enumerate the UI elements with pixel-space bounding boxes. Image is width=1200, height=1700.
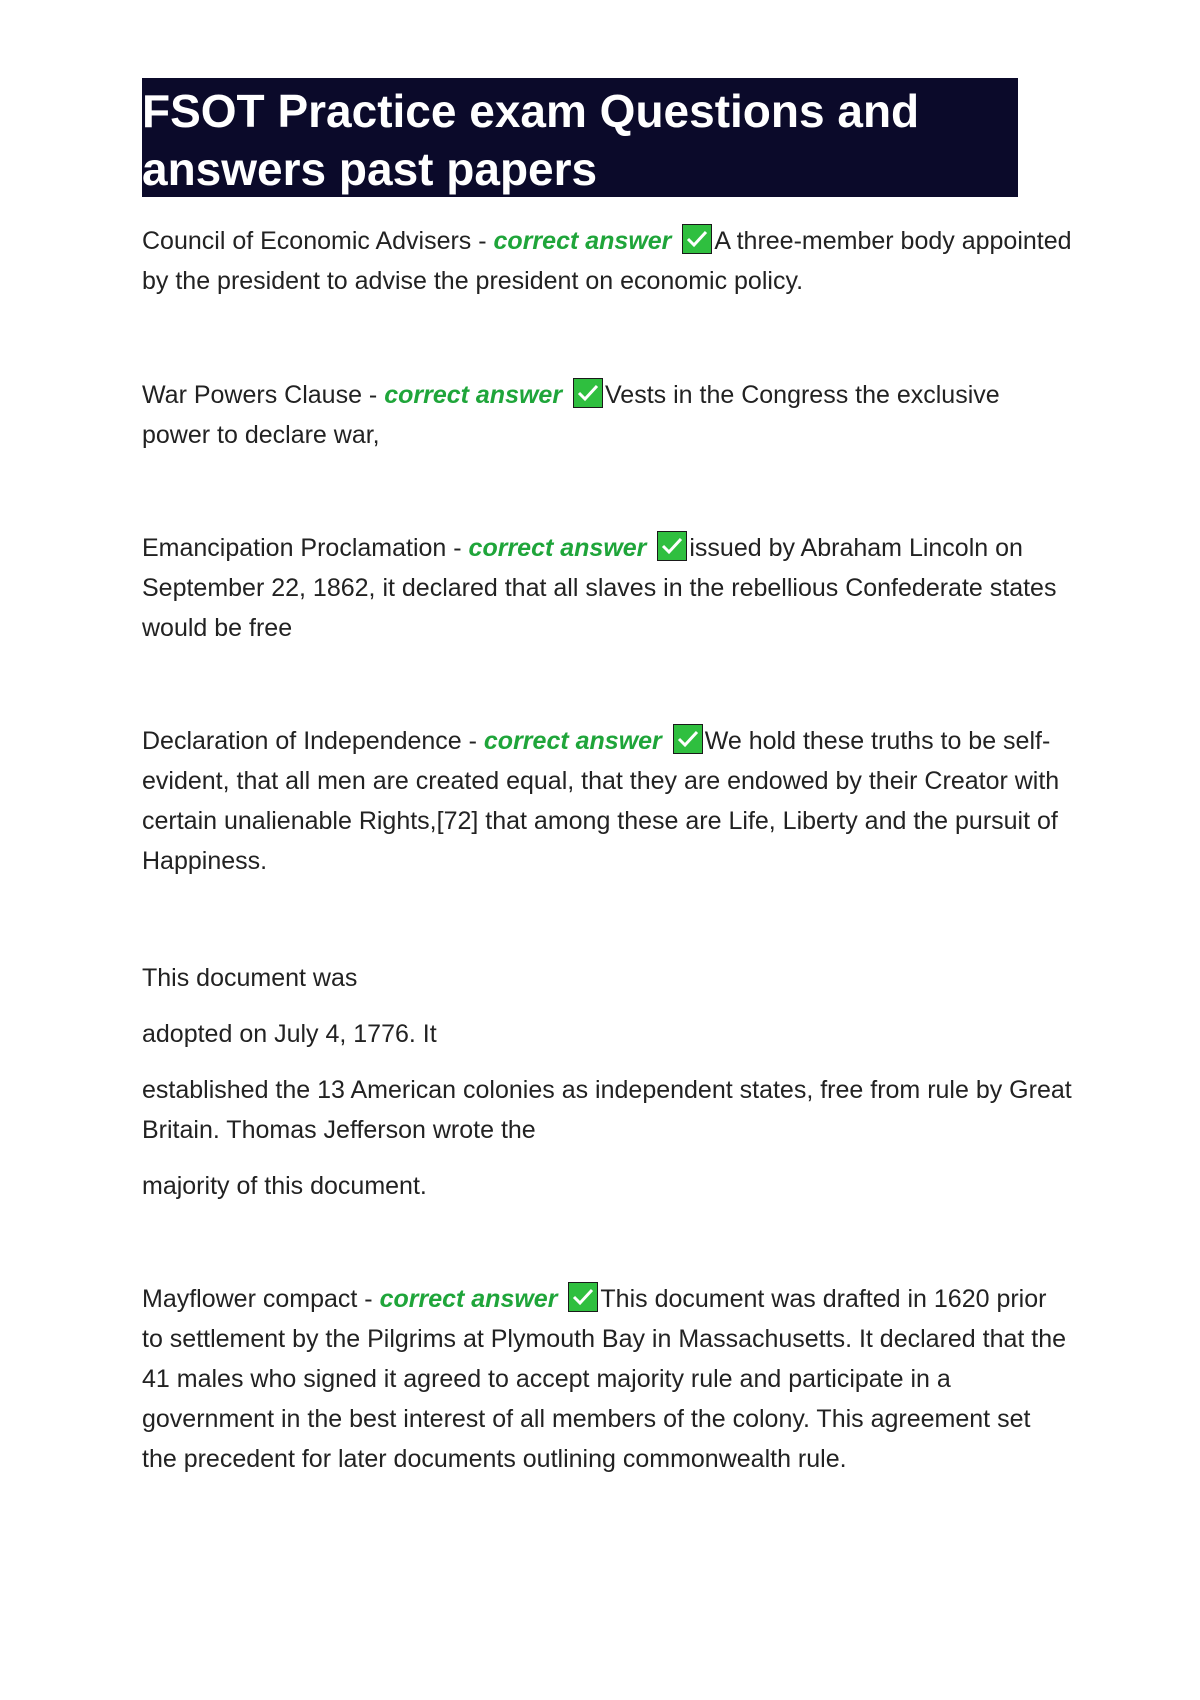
correct-answer-label: correct answer [468,534,647,562]
correct-answer-label: correct answer [483,727,662,755]
correct-answer-label: correct answer [384,381,563,409]
entry-answer: Vests in the Congress the exclusive power to declare war, [142,381,1000,449]
entry-term: Emancipation Proclamation - [142,534,469,562]
check-mark-icon [682,224,712,254]
qa-entry [142,375,1072,455]
body-paragraph: majority of this document. [142,1172,427,1200]
qa-entry [142,221,1072,301]
document-title: FSOT Practice exam Questions and answers past papers [142,78,1018,197]
document-page [142,78,1072,1479]
entry-answer: We hold these truths to be self-evident, that all men are created equal, that they are endowed by their Creator with certain unalienable Rights,[72] that among these are Life, Liberty and the pursuit of Happiness. [142,727,1060,875]
qa-entry [142,721,1072,881]
check-mark-icon [657,531,687,561]
correct-answer-label: correct answer [493,227,672,255]
body-paragraph: This document was [142,964,358,992]
correct-answer-label: correct answer [379,1285,558,1313]
qa-entry [142,1279,1072,1479]
qa-entry [142,528,1072,648]
entry-term: Mayflower compact - [142,1285,380,1313]
entry-answer: This document was drafted in 1620 prior to settlement by the Pilgrims at Plymouth Bay in Massachusetts. It declared that the 41 males who signed it agreed to accept majority rule and participate in a government in the best interest of all members of the colony. This agreement set the precedent for later documents outlining commonwealth rule. [142,1285,1067,1473]
body-paragraph: adopted on July 4, 1776. It [142,1020,437,1048]
entry-answer: A three-member body appointed by the president to advise the president on economic policy. [142,227,1072,295]
entry-term: Council of Economic Advisers - [142,227,494,255]
check-mark-icon [673,724,703,754]
check-mark-icon [573,378,603,408]
entry-answer: issued by Abraham Lincoln on September 22, 1862, it declared that all slaves in the rebellious Confederate states would be free [142,534,1057,642]
entry-term: War Powers Clause - [142,381,385,409]
entry-term: Declaration of Independence - [142,727,484,755]
body-paragraph: established the 13 American colonies as independent states, free from rule by Great Britain. Thomas Jefferson wrote the [142,1076,1072,1144]
check-mark-icon [568,1282,598,1312]
